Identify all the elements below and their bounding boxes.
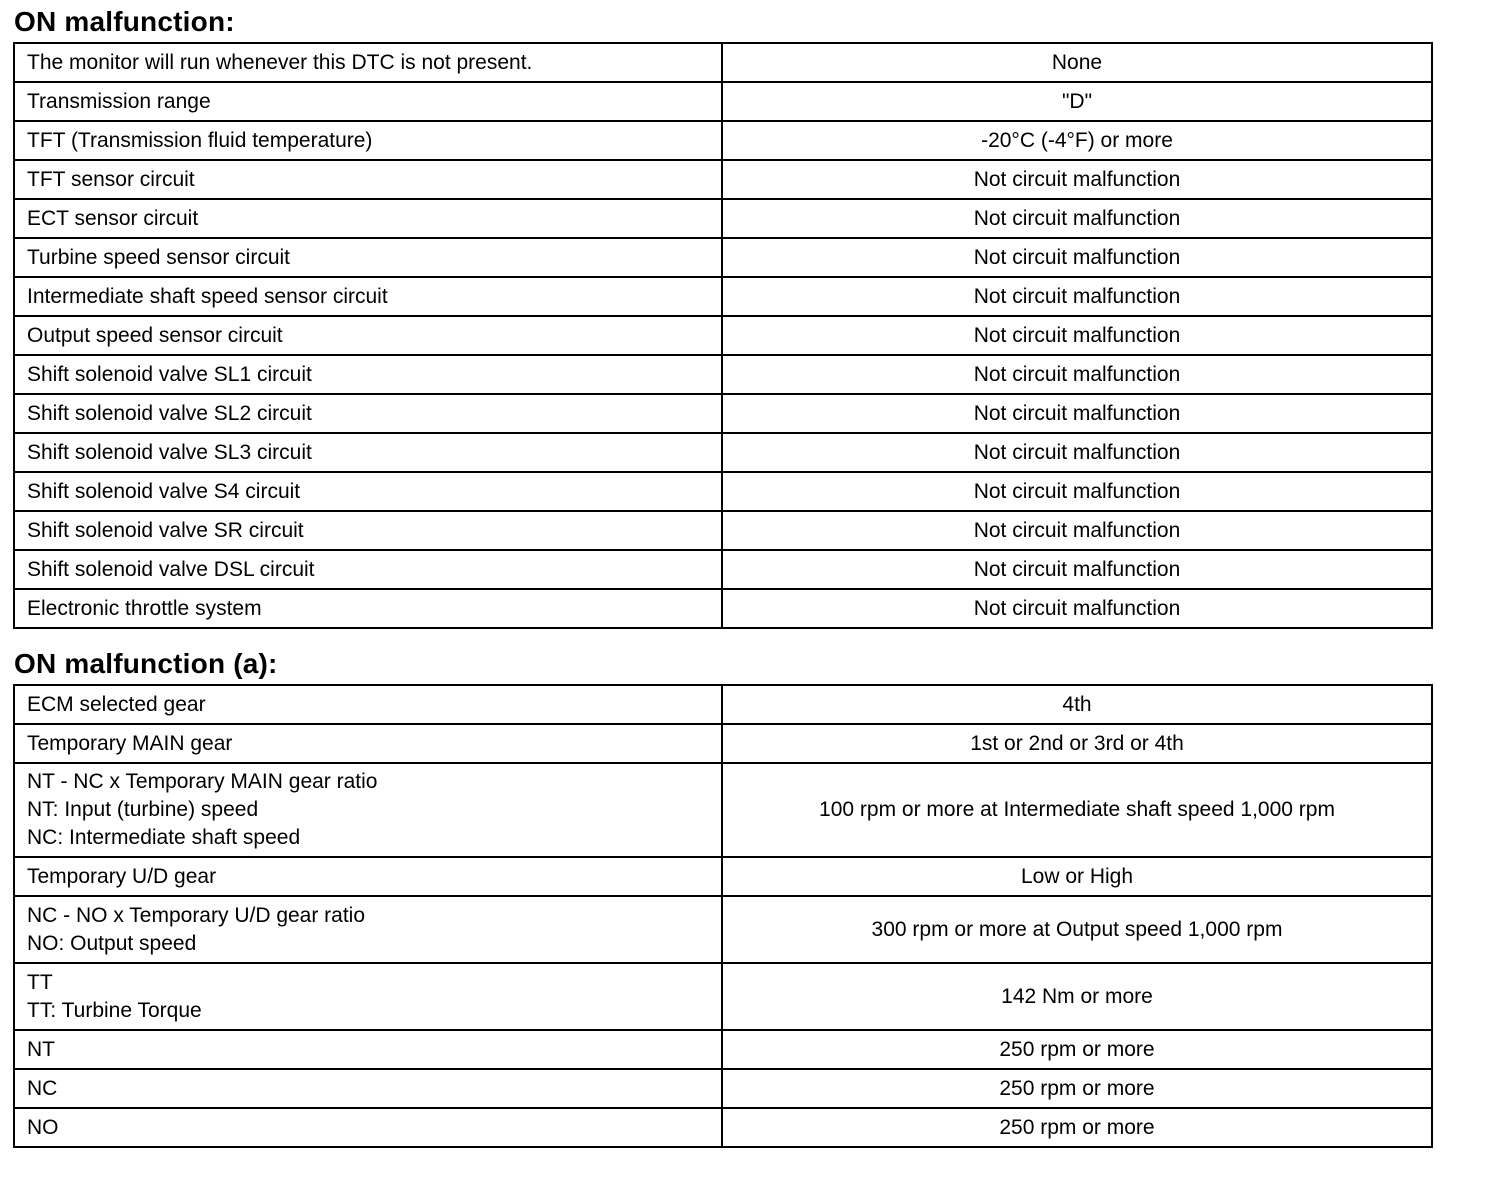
conditions-table-on-malfunction-a (13, 684, 1433, 1148)
table-row (14, 1030, 1432, 1069)
table-row (14, 160, 1432, 199)
condition-value: Not circuit malfunction (722, 433, 1432, 472)
table-row (14, 550, 1432, 589)
table-row (14, 394, 1432, 433)
condition-value: Not circuit malfunction (722, 550, 1432, 589)
condition-label-cell (14, 238, 722, 277)
condition-label: TFT (Transmission fluid temperature) (27, 128, 373, 152)
condition-value: -20°C (-4°F) or more (722, 121, 1432, 160)
condition-value: Not circuit malfunction (722, 316, 1432, 355)
condition-label-cell (14, 963, 722, 1030)
section-title-on-malfunction: ON malfunction: (14, 6, 235, 37)
condition-label-cell (14, 121, 722, 160)
condition-label: Intermediate shaft speed sensor circuit (27, 284, 388, 308)
condition-value: Not circuit malfunction (722, 472, 1432, 511)
condition-value: Not circuit malfunction (722, 277, 1432, 316)
condition-label: The monitor will run whenever this DTC is not present. (27, 50, 533, 74)
section-title-on-malfunction-a: ON malfunction (a): (14, 648, 278, 679)
condition-label: ECT sensor circuit (27, 206, 199, 230)
table-row (14, 763, 1432, 857)
condition-label: Output speed sensor circuit (27, 323, 283, 347)
condition-value: Not circuit malfunction (722, 355, 1432, 394)
condition-label: TT (27, 970, 53, 994)
table-row (14, 355, 1432, 394)
condition-value: "D" (722, 82, 1432, 121)
condition-label-cell (14, 511, 722, 550)
condition-label: Turbine speed sensor circuit (27, 245, 291, 269)
condition-label: Temporary U/D gear (27, 864, 217, 888)
condition-label-cell (14, 43, 722, 82)
condition-label-cell (14, 472, 722, 511)
condition-label-cell (14, 199, 722, 238)
table-row (14, 433, 1432, 472)
table-row (14, 1108, 1432, 1147)
condition-value: 250 rpm or more (722, 1108, 1432, 1147)
condition-label: Shift solenoid valve SR circuit (27, 518, 304, 542)
condition-label-cell (14, 685, 722, 724)
condition-label: TFT sensor circuit (27, 167, 195, 191)
table-row (14, 589, 1432, 628)
condition-label: NC: Intermediate shaft speed (27, 826, 301, 849)
condition-label-cell (14, 1108, 722, 1147)
condition-label: NC - NO x Temporary U/D gear ratio (27, 903, 366, 927)
condition-label: NT (27, 1037, 55, 1061)
condition-label: Shift solenoid valve SL1 circuit (27, 362, 312, 386)
condition-label: Shift solenoid valve SL3 circuit (27, 440, 312, 464)
table-row (14, 857, 1432, 896)
condition-label: NT: Input (turbine) speed (27, 798, 259, 821)
condition-value: Not circuit malfunction (722, 589, 1432, 628)
table-row (14, 511, 1432, 550)
table-row (14, 316, 1432, 355)
table-row (14, 277, 1432, 316)
condition-value: 142 Nm or more (722, 963, 1432, 1030)
condition-value: Not circuit malfunction (722, 160, 1432, 199)
condition-value: 100 rpm or more at Intermediate shaft speed 1,000 rpm (722, 763, 1432, 857)
condition-label: Transmission range (27, 89, 211, 113)
condition-value: 250 rpm or more (722, 1030, 1432, 1069)
condition-label: NT - NC x Temporary MAIN gear ratio (27, 770, 378, 793)
condition-label: Shift solenoid valve S4 circuit (27, 479, 301, 503)
condition-label: NO (27, 1115, 59, 1139)
condition-label: Shift solenoid valve SL2 circuit (27, 401, 312, 425)
condition-value: 250 rpm or more (722, 1069, 1432, 1108)
table-row (14, 199, 1432, 238)
table-row (14, 963, 1432, 1030)
condition-label: NC (27, 1076, 58, 1100)
condition-label-cell (14, 160, 722, 199)
condition-label: ECM selected gear (27, 692, 206, 716)
condition-value: None (722, 43, 1432, 82)
condition-label-cell (14, 316, 722, 355)
condition-label: Temporary MAIN gear (27, 731, 233, 755)
table-row (14, 121, 1432, 160)
conditions-table-on-malfunction (13, 42, 1433, 629)
table-row (14, 724, 1432, 763)
table-row (14, 1069, 1432, 1108)
condition-label-cell (14, 724, 722, 763)
condition-value: Not circuit malfunction (722, 199, 1432, 238)
condition-label-cell (14, 1069, 722, 1108)
condition-label-cell (14, 857, 722, 896)
condition-label-cell (14, 277, 722, 316)
condition-label-cell (14, 589, 722, 628)
condition-label: Electronic throttle system (27, 596, 262, 620)
condition-value: Not circuit malfunction (722, 511, 1432, 550)
table-row (14, 685, 1432, 724)
table-row (14, 43, 1432, 82)
condition-label-cell (14, 355, 722, 394)
condition-label-cell (14, 550, 722, 589)
condition-label: NO: Output speed (27, 931, 197, 955)
condition-label-cell (14, 433, 722, 472)
condition-label-cell (14, 763, 722, 857)
table-row (14, 472, 1432, 511)
condition-label-cell (14, 1030, 722, 1069)
table-row (14, 238, 1432, 277)
condition-value: 300 rpm or more at Output speed 1,000 rpm (722, 896, 1432, 963)
condition-label: TT: Turbine Torque (27, 998, 202, 1022)
table-row (14, 82, 1432, 121)
condition-label-cell (14, 82, 722, 121)
condition-label: Shift solenoid valve DSL circuit (27, 557, 315, 581)
condition-value: 4th (722, 685, 1432, 724)
condition-value: 1st or 2nd or 3rd or 4th (722, 724, 1432, 763)
condition-value: Low or High (722, 857, 1432, 896)
condition-value: Not circuit malfunction (722, 394, 1432, 433)
condition-label-cell (14, 896, 722, 963)
table-row (14, 896, 1432, 963)
condition-value: Not circuit malfunction (722, 238, 1432, 277)
condition-label-cell (14, 394, 722, 433)
